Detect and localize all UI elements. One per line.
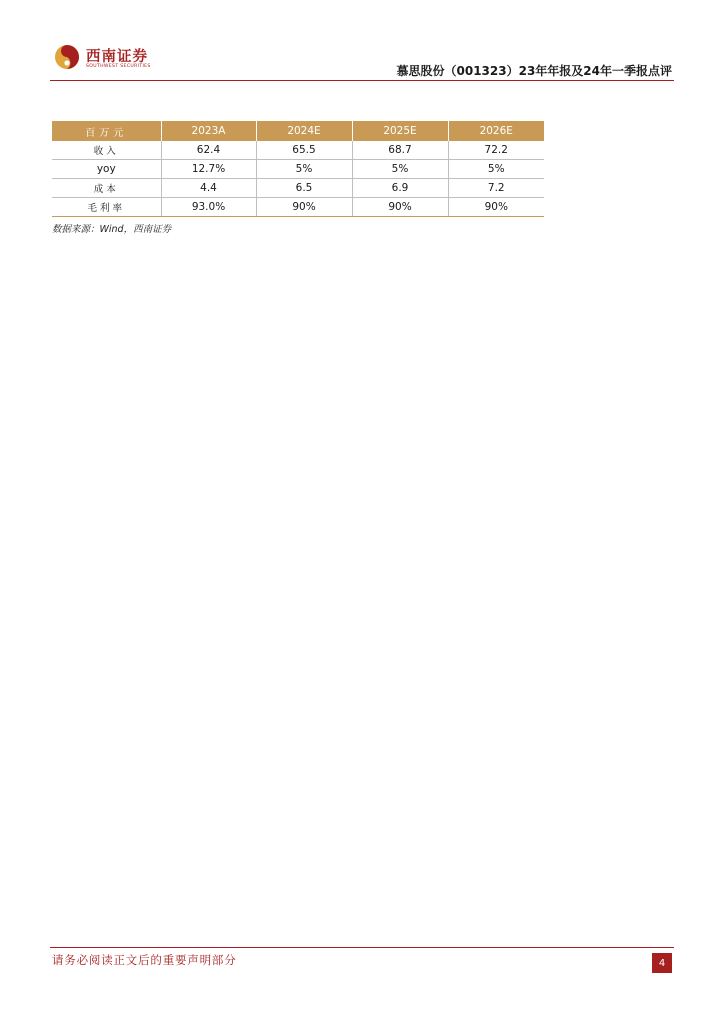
table-cell: 6.9 [352, 179, 448, 198]
table-cell: 72.2 [448, 141, 544, 160]
header-divider [50, 80, 674, 81]
table-row [52, 179, 544, 198]
table-header-row [52, 121, 544, 141]
table-row [52, 141, 544, 160]
company-logo [54, 42, 174, 76]
logo-text-cn: 西南证券 [86, 48, 148, 65]
data-source-note: 数据来源：Wind，西南证券 [52, 224, 172, 235]
table-cell: 12.7% [161, 160, 256, 179]
table-cell: 7.2 [448, 179, 544, 198]
column-header: 2023A [161, 121, 256, 141]
financial-forecast-table [52, 121, 544, 217]
table-cell: 90% [256, 198, 352, 217]
report-title: 慕思股份（001323）23年年报及24年一季报点评 [396, 64, 672, 78]
table-cell: 62.4 [161, 141, 256, 160]
column-header: 2026E [448, 121, 544, 141]
table-row [52, 198, 544, 217]
table-cell: 6.5 [256, 179, 352, 198]
table-cell: 90% [448, 198, 544, 217]
column-header: 2024E [256, 121, 352, 141]
logo-text-en: SOUTHWEST SECURITIES [86, 64, 151, 69]
row-label: 毛利率 [52, 198, 161, 217]
footer-divider [50, 947, 674, 948]
table-cell: 5% [352, 160, 448, 179]
disclaimer-notice: 请务必阅读正文后的重要声明部分 [52, 953, 237, 967]
table-cell: 93.0% [161, 198, 256, 217]
column-header: 2025E [352, 121, 448, 141]
column-header: 百万元 [52, 121, 161, 141]
table-cell: 5% [256, 160, 352, 179]
table-cell: 65.5 [256, 141, 352, 160]
table-row [52, 160, 544, 179]
table-cell: 4.4 [161, 179, 256, 198]
row-label: 成本 [52, 179, 161, 198]
row-label: yoy [52, 160, 161, 179]
row-label: 收入 [52, 141, 161, 160]
table-cell: 68.7 [352, 141, 448, 160]
table-cell: 90% [352, 198, 448, 217]
logo-mark-icon [54, 44, 80, 70]
table-cell: 5% [448, 160, 544, 179]
page-number: 4 [652, 953, 672, 973]
